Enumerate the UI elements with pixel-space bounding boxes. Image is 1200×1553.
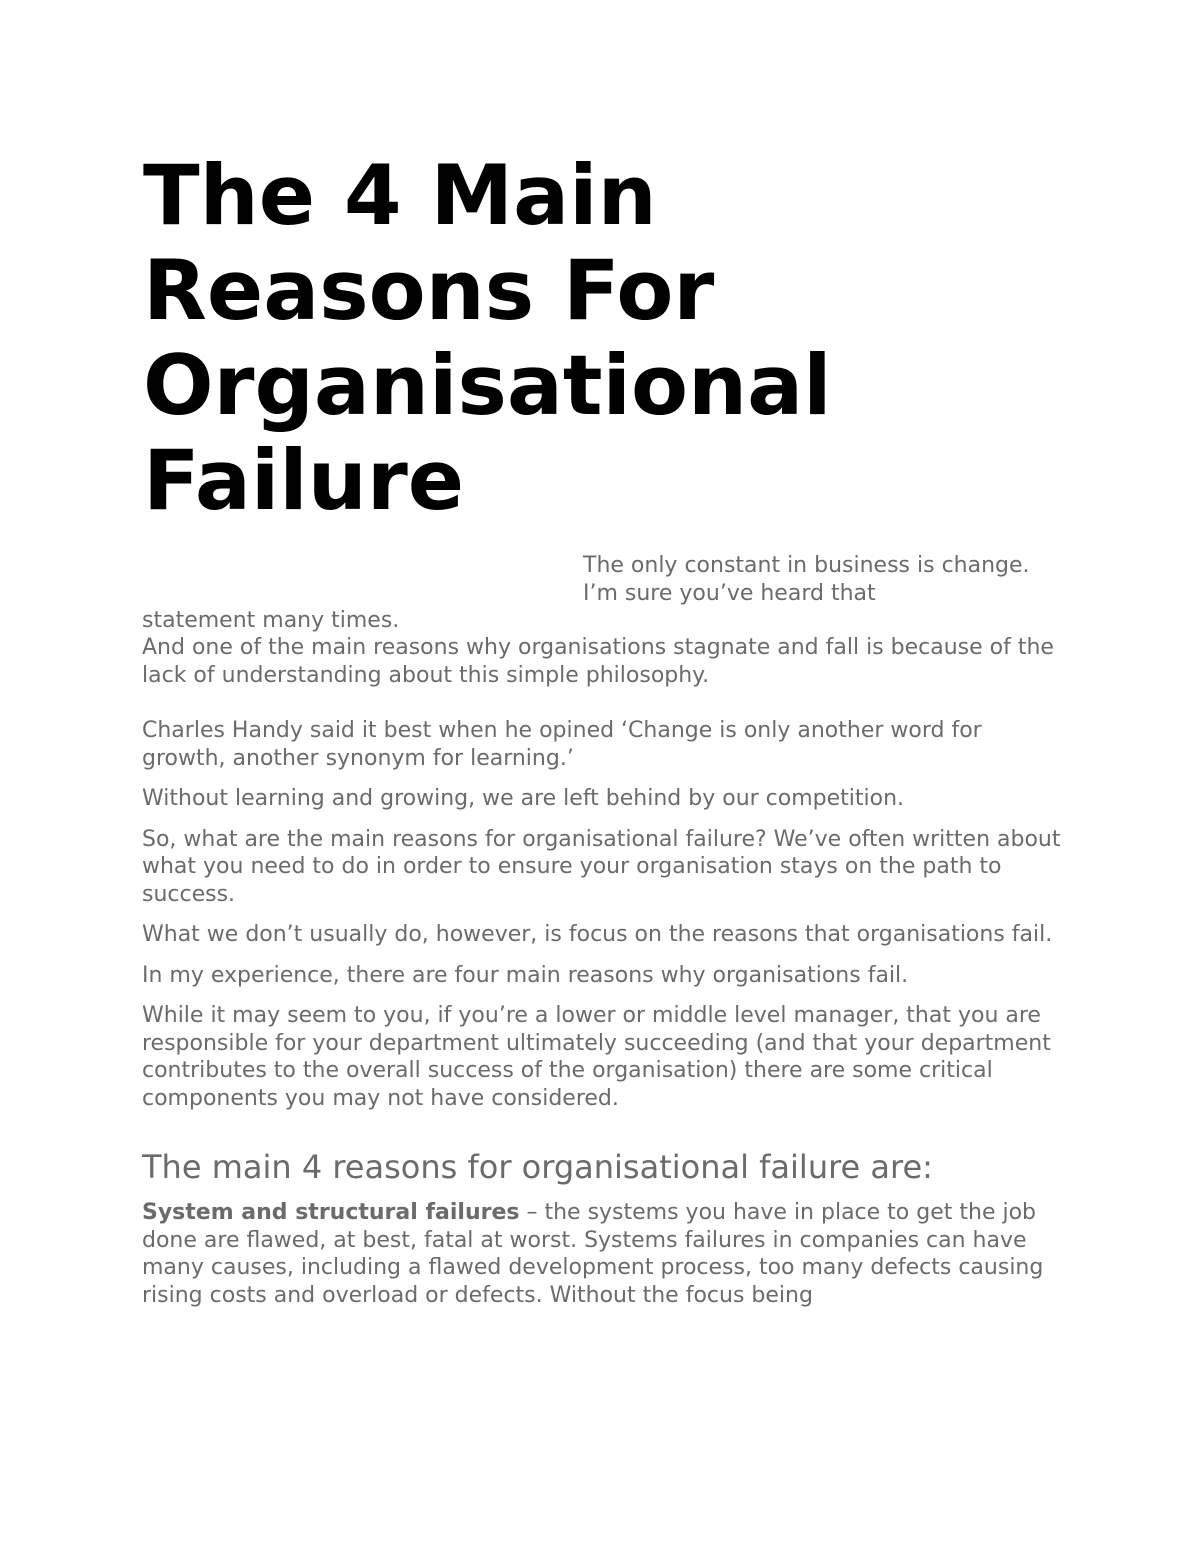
section-heading: The main 4 reasons for organisational failure are: — [142, 1148, 933, 1186]
document-body — [142, 552, 1072, 1322]
reason-paragraph — [142, 1199, 1072, 1309]
intro-paragraph — [142, 552, 1072, 634]
body-paragraph: In my experience, there are four main reasons why organisations fail. — [142, 962, 909, 988]
body-paragraph: While it may seem to you, if you’re a lower or middle level manager, that you are responsible for your department ultimately succeeding (and that your department contributes to the overall success of the organisation) there are some critical components you may not have considered. — [142, 1003, 1051, 1111]
document-title: The 4 Main Reasons For Organisational Failure — [143, 147, 832, 529]
body-paragraph: So, what are the main reasons for organisational failure? We’ve often written about what you need to do in order to ensure your organisation stays on the path to success. — [142, 826, 1061, 907]
intro-text-left: statement many times. — [142, 608, 400, 633]
body-paragraph: And one of the main reasons why organisations stagnate and fall is because of the lack of understanding about this simple philosophy. — [142, 635, 1054, 688]
body-paragraph: Charles Handy said it best when he opined ‘Change is only another word for growth, another synonym for learning.’ — [142, 718, 982, 771]
reason-lead: System and structural failures — [142, 1200, 520, 1225]
body-paragraph: Without learning and growing, we are left behind by our competition. — [142, 786, 905, 811]
body-paragraph: What we don’t usually do, however, is focus on the reasons that organisations fail. — [142, 922, 1053, 947]
intro-text-right: The only constant in business is change. I’m sure you’ve heard that — [583, 553, 1030, 606]
reason-text: – the systems you have in place to get the job done are flawed, at best, fatal at worst. Systems failures in companies can have many causes, including a flawed development process, too many defects causing rising costs and overload or defects. Without the focus being — [142, 1200, 1044, 1308]
